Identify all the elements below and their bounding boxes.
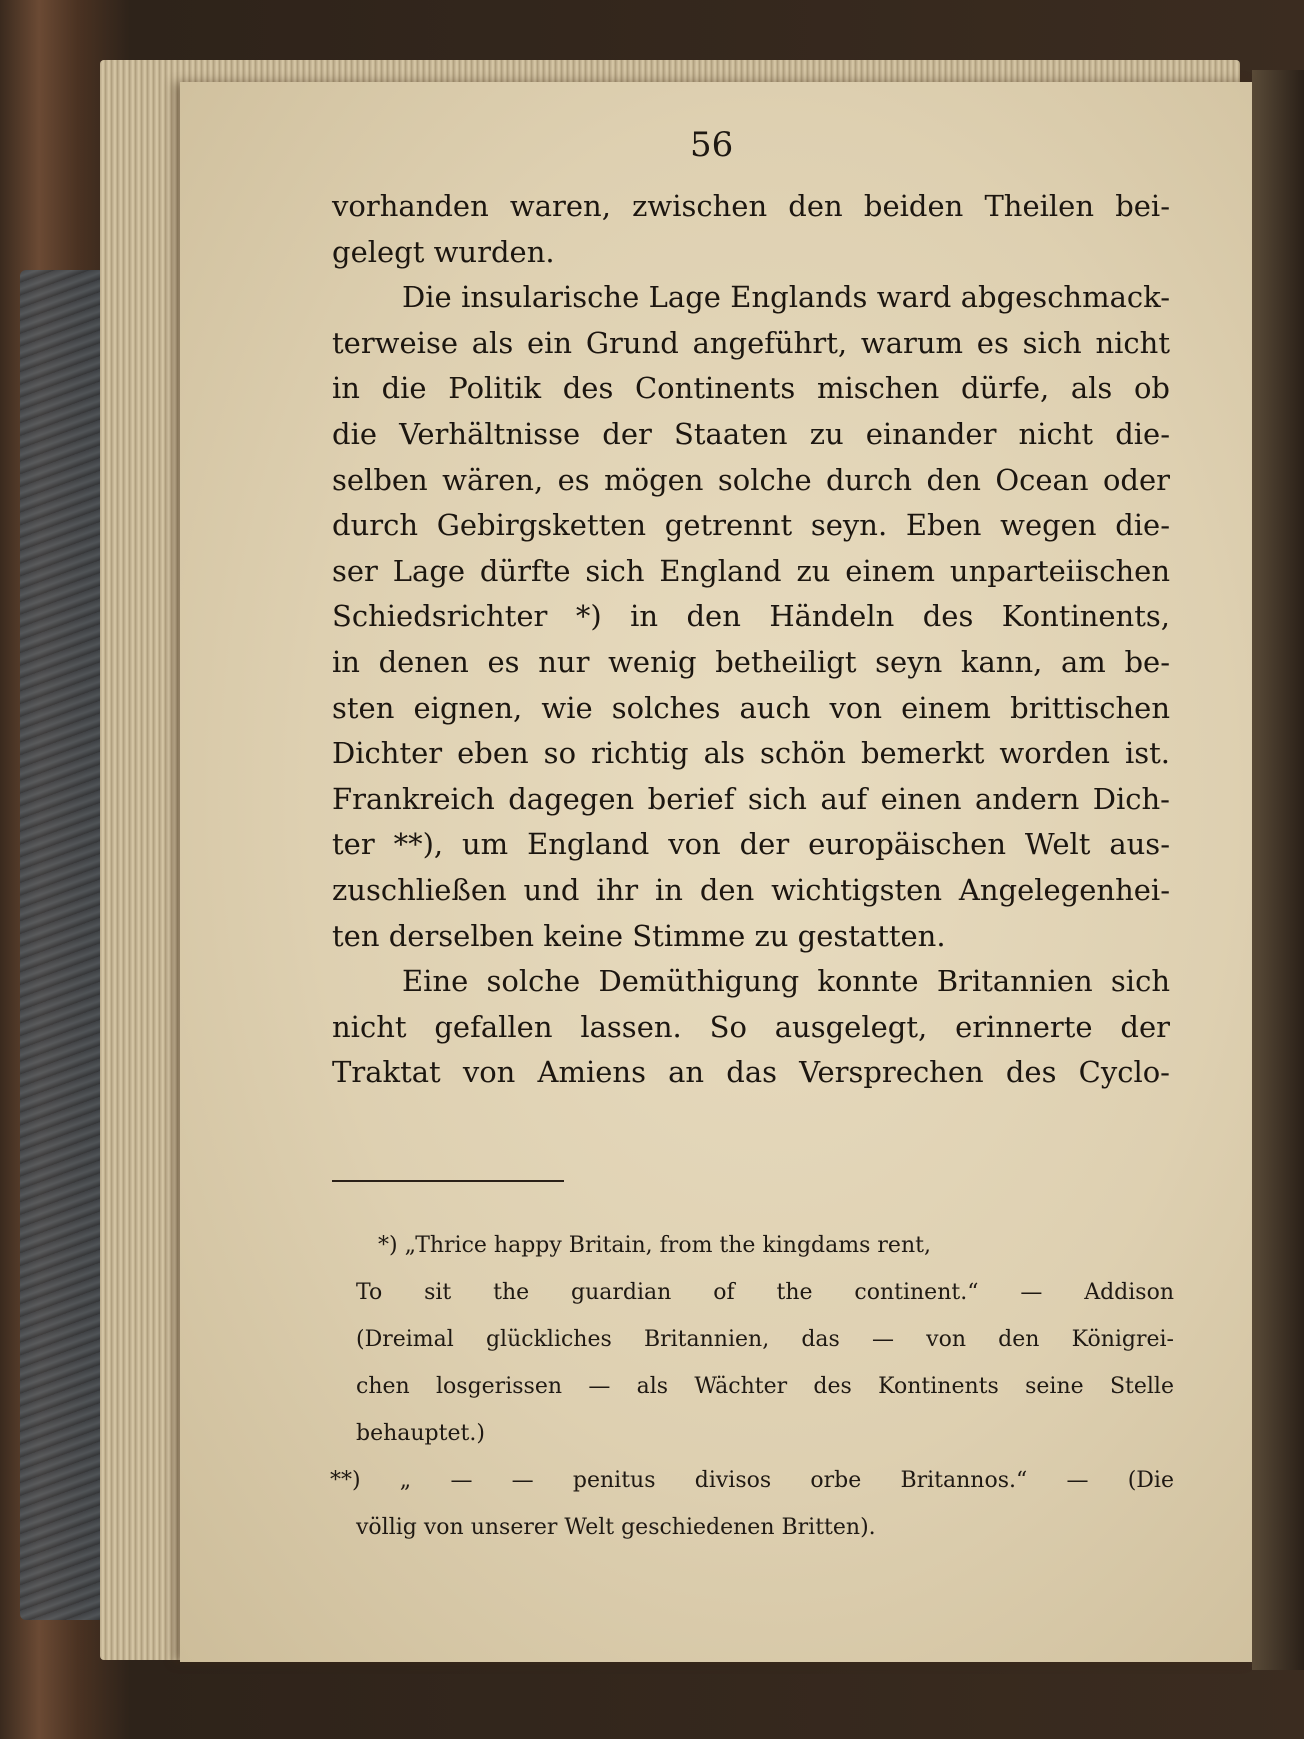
text-line: Dichter eben so richtig als schön bemerkt worden ist. [332, 736, 1170, 771]
text-line: in denen es nur wenig betheiligt seyn kann, am be- [332, 644, 1170, 679]
right-page-edge [1252, 70, 1304, 1670]
text-line: Die insularische Lage Englands ward abgeschmack- [402, 280, 1170, 315]
footnote-line: **) „ — — penitus divisos orbe Britannos.“ — (Die [330, 1468, 1174, 1493]
text-line: ten derselben keine Stimme zu gestatten. [332, 918, 946, 953]
text-line: sten eignen, wie solches auch von einem brittischen [332, 690, 1170, 725]
text-line: vorhanden waren, zwischen den beiden Theilen bei- [332, 189, 1170, 223]
text-line: nicht gefallen lassen. So ausgelegt, erinnerte der [332, 1009, 1170, 1044]
text-line: durch Gebirgsketten getrennt seyn. Eben wegen die- [332, 508, 1170, 543]
text-line: zuschließen und ihr in den wichtigsten Angelegenhei- [332, 872, 1170, 907]
page-number: 56 [690, 125, 734, 165]
footnote-separator [332, 1180, 564, 1182]
text-line: selben wären, es mögen solche durch den Ocean oder [332, 462, 1170, 497]
text-line: die Verhältnisse der Staaten zu einander nicht die- [332, 416, 1170, 451]
text-line: ser Lage dürfte sich England zu einem unparteiischen [332, 553, 1170, 588]
main-text [332, 184, 1170, 1096]
text-line: ter **), um England von der europäischen Welt aus- [332, 827, 1170, 862]
footnote-line: chen losgerissen — als Wächter des Kontinents seine Stelle [356, 1374, 1174, 1399]
text-line: in die Politik des Continents mischen dürfe, als ob [332, 371, 1170, 406]
text-line: Traktat von Amiens an das Versprechen des Cyclo- [332, 1055, 1170, 1090]
text-line: Frankreich dagegen berief sich auf einen andern Dich- [332, 781, 1170, 816]
footnote-line: (Dreimal glückliches Britannien, das — von den Königrei- [356, 1327, 1174, 1352]
text-line: terweise als ein Grund angeführt, warum es sich nicht [332, 325, 1170, 360]
footnote-line: völlig von unserer Welt geschiedenen Britten). [356, 1515, 876, 1540]
cover-cloth-texture [20, 270, 105, 1620]
footnotes [330, 1222, 1174, 1551]
footnote-line: To sit the guardian of the continent.“ — Addison [356, 1280, 1174, 1305]
text-line: Eine solche Demüthigung konnte Britannien sich [402, 964, 1170, 999]
footnote-line: behauptet.) [356, 1421, 485, 1446]
text-line: gelegt wurden. [332, 234, 555, 269]
text-line: Schiedsrichter *) in den Händeln des Kontinents, [332, 599, 1170, 634]
footnote-line: *) „Thrice happy Britain, from the kingdams rent, [378, 1233, 931, 1258]
